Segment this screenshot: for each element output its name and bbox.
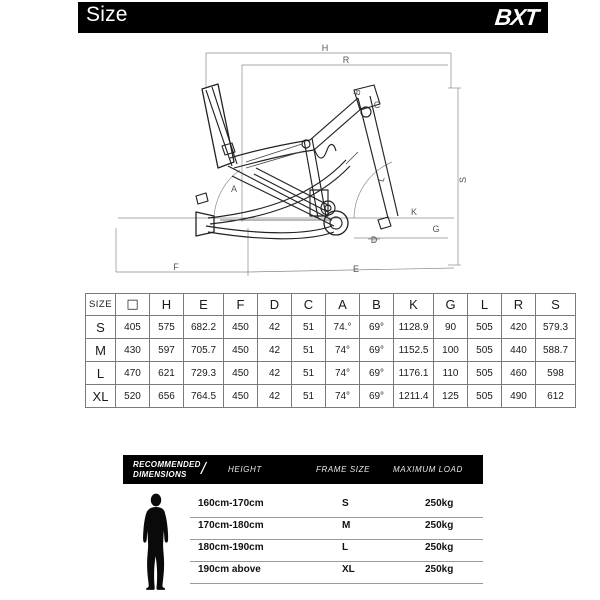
cell-size: XL: [86, 385, 116, 408]
col-header-a: A: [326, 294, 360, 316]
cell-c: 51: [292, 316, 326, 339]
table-row: [86, 316, 576, 339]
cell-h: 597: [150, 339, 184, 362]
cell-h: 575: [150, 316, 184, 339]
diagram-label-A-angle: A: [230, 184, 238, 194]
cell-s: 579.3: [536, 316, 576, 339]
diagram-label-D: D: [370, 235, 378, 245]
cell-h: 621: [150, 362, 184, 385]
diagram-label-K: K: [410, 207, 418, 217]
table-row: [86, 385, 576, 408]
cell-h: 656: [150, 385, 184, 408]
col-header-k: K: [394, 294, 434, 316]
height-value: 180cm-190cm: [198, 542, 264, 553]
cell-k: 1176.1: [394, 362, 434, 385]
cell-box: 470: [116, 362, 150, 385]
cell-k: 1211.4: [394, 385, 434, 408]
cell-r: 460: [502, 362, 536, 385]
cell-e: 705.7: [184, 339, 224, 362]
col-header-h: H: [150, 294, 184, 316]
table-header-row: [86, 294, 576, 316]
cell-c: 51: [292, 362, 326, 385]
cell-a: 74°: [326, 362, 360, 385]
frame-size-value: M: [342, 520, 351, 531]
recommendation-row: [190, 562, 483, 584]
table-row: [86, 362, 576, 385]
col-header-g: G: [434, 294, 468, 316]
cell-k: 1152.5: [394, 339, 434, 362]
col-header-height: HEIGHT: [228, 465, 262, 474]
cell-c: 51: [292, 339, 326, 362]
cell-box: 520: [116, 385, 150, 408]
cell-d: 42: [258, 339, 292, 362]
recommended-dimensions-bar: [123, 455, 483, 484]
height-value: 170cm-180cm: [198, 520, 264, 531]
recommended-title-line2: DIMENSIONS: [133, 469, 187, 479]
cell-l: 505: [468, 339, 502, 362]
cell-a: 74.°: [326, 316, 360, 339]
slash-divider: /: [201, 459, 206, 478]
max-load-value: 250kg: [425, 520, 454, 531]
frame-size-value: S: [342, 498, 349, 509]
cell-b: 69°: [360, 339, 394, 362]
recommended-dimensions-rows: [190, 496, 483, 584]
height-value: 160cm-170cm: [198, 498, 264, 509]
frame-size-value: XL: [342, 564, 355, 575]
diagram-label-F: F: [173, 262, 179, 272]
cell-r: 490: [502, 385, 536, 408]
cell-b: 69°: [360, 316, 394, 339]
cell-d: 42: [258, 385, 292, 408]
diagram-label-B-tube: B: [351, 88, 363, 97]
diagram-label-R: R: [342, 55, 350, 65]
recommendation-row: [190, 540, 483, 562]
cell-size: S: [86, 316, 116, 339]
cell-f: 450: [224, 316, 258, 339]
col-header-size: SIZE: [86, 294, 116, 316]
cell-g: 110: [434, 362, 468, 385]
cell-a: 74°: [326, 339, 360, 362]
dimension-lines: [116, 53, 461, 276]
height-value: 190cm above: [198, 564, 261, 575]
cell-g: 100: [434, 339, 468, 362]
geometry-table: [85, 293, 576, 408]
cell-b: 69°: [360, 362, 394, 385]
col-header-box: □: [116, 294, 150, 316]
col-header-e: E: [184, 294, 224, 316]
cell-g: 125: [434, 385, 468, 408]
recommended-title-line1: RECOMMENDED: [133, 460, 201, 469]
cell-c: 51: [292, 385, 326, 408]
col-header-d: D: [258, 294, 292, 316]
cell-a: 74°: [326, 385, 360, 408]
diagram-label-L: L: [375, 175, 387, 183]
cell-d: 42: [258, 316, 292, 339]
cell-box: 405: [116, 316, 150, 339]
col-header-max-load: MAXIMUM LOAD: [393, 465, 463, 474]
col-header-c: C: [292, 294, 326, 316]
col-header-s: S: [536, 294, 576, 316]
rider-silhouette-icon: [133, 492, 179, 590]
brand-logo: BXT: [493, 4, 540, 30]
frame-diagram: [96, 40, 506, 285]
cell-l: 505: [468, 385, 502, 408]
cell-size: M: [86, 339, 116, 362]
cell-k: 1128.9: [394, 316, 434, 339]
diagram-label-G: G: [432, 224, 440, 234]
table-row: [86, 339, 576, 362]
cell-f: 450: [224, 362, 258, 385]
cell-g: 90: [434, 316, 468, 339]
recommended-dimensions-title: [133, 460, 201, 479]
cell-b: 69°: [360, 385, 394, 408]
col-header-b: B: [360, 294, 394, 316]
cell-d: 42: [258, 362, 292, 385]
cell-f: 450: [224, 385, 258, 408]
cell-s: 612: [536, 385, 576, 408]
col-header-frame-size: FRAME SIZE: [316, 465, 371, 474]
diagram-label-E: E: [352, 264, 360, 274]
cell-e: 729.3: [184, 362, 224, 385]
max-load-value: 250kg: [425, 498, 454, 509]
cell-l: 505: [468, 362, 502, 385]
cell-e: 682.2: [184, 316, 224, 339]
col-header-l: L: [468, 294, 502, 316]
frame-outline: [196, 84, 398, 239]
diagram-label-H: H: [321, 43, 329, 53]
cell-size: L: [86, 362, 116, 385]
cell-r: 440: [502, 339, 536, 362]
cell-s: 588.7: [536, 339, 576, 362]
cell-box: 430: [116, 339, 150, 362]
cell-e: 764.5: [184, 385, 224, 408]
cell-f: 450: [224, 339, 258, 362]
recommendation-row: [190, 518, 483, 540]
cell-s: 598: [536, 362, 576, 385]
col-header-r: R: [502, 294, 536, 316]
diagram-label-C: C: [373, 100, 381, 110]
diagram-label-S: S: [458, 176, 468, 184]
frame-size-value: L: [342, 542, 349, 553]
col-header-f: F: [224, 294, 258, 316]
max-load-value: 250kg: [425, 542, 454, 553]
header-bar: [78, 2, 548, 33]
cell-r: 420: [502, 316, 536, 339]
max-load-value: 250kg: [425, 564, 454, 575]
page-title: Size: [86, 3, 128, 26]
recommendation-row: [190, 496, 483, 518]
cell-l: 505: [468, 316, 502, 339]
